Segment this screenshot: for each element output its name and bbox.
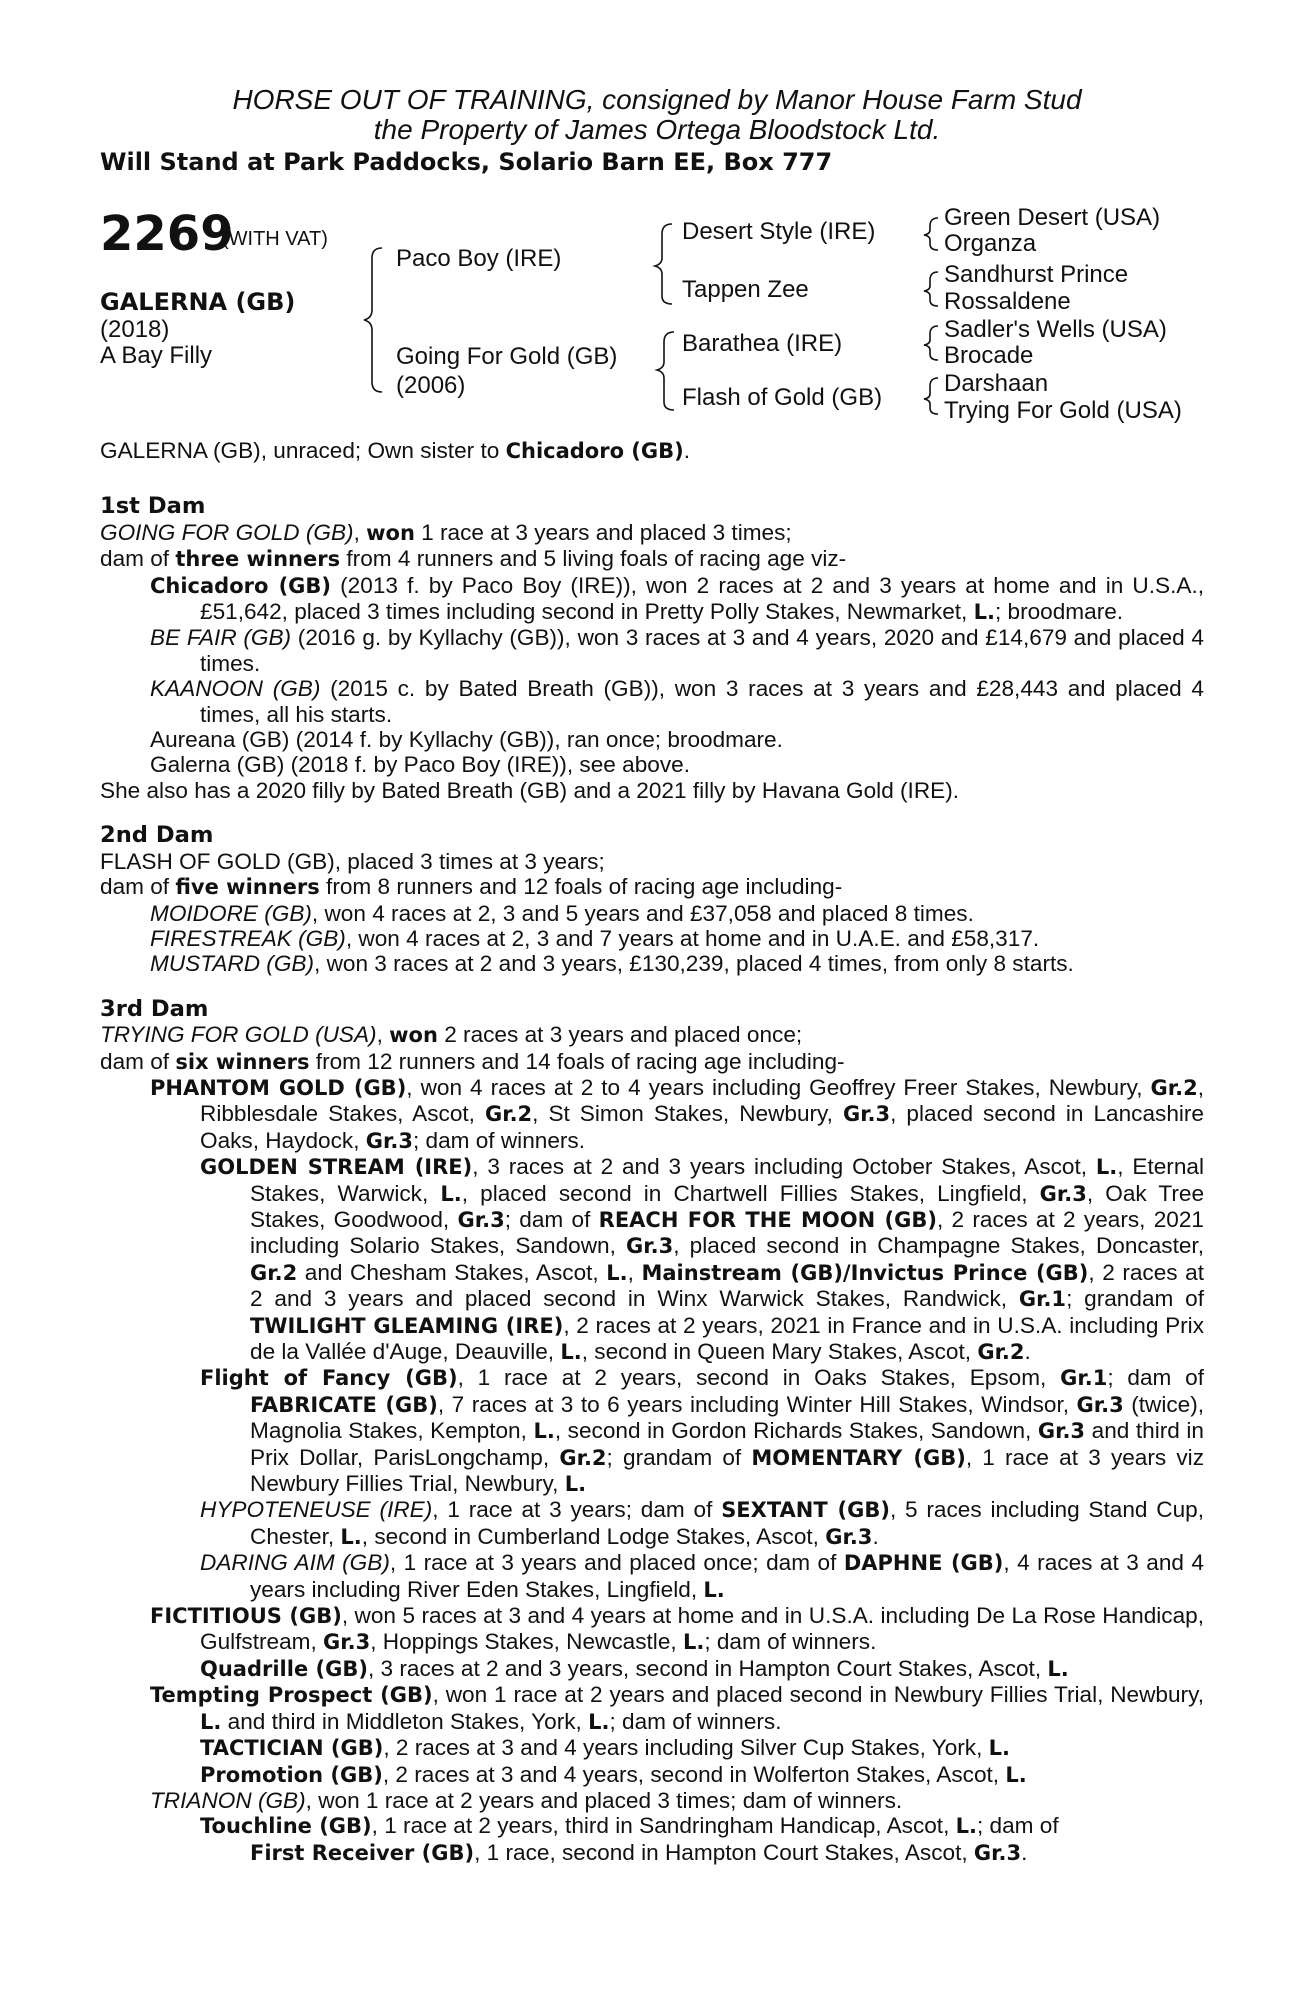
consignor-line: HORSE OUT OF TRAINING, consigned by Manor House Farm Stud [232, 84, 1082, 115]
grandproduce-entry: DARING AIM (GB), 1 race at 3 years and placed once; dam of DAPHNE (GB), 4 races at 3 and 4 years including River Eden Stakes, Lingfield, L. [200, 1550, 1204, 1602]
produce-entry: MOIDORE (GB), won 4 races at 2, 3 and 5 years and £37,058 and placed 8 times. [150, 900, 974, 926]
intro-line: GALERNA (GB), unraced; Own sister to Chicadoro (GB). [100, 438, 691, 463]
third-dam-produce: dam of six winners from 12 runners and 14 foals of racing age including- [100, 1048, 845, 1074]
pedigree-sds: Sandhurst Prince [944, 261, 1129, 288]
pedigree-dam: Going For Gold (GB) [396, 343, 618, 370]
pedigree-body [100, 438, 1204, 1866]
pedigree-sss: Green Desert (USA) [944, 204, 1161, 231]
produce-entry: MUSTARD (GB), won 3 races at 2 and 3 years, £130,239, placed 4 times, from only 8 starts. [150, 951, 1074, 977]
first-dam-heading: 1st Dam [100, 493, 206, 520]
horse-year: (2018) [100, 316, 170, 343]
produce-entry: Galerna (GB) (2018 f. by Paco Boy (IRE)), see above. [150, 752, 690, 778]
produce-entry: Tempting Prospect (GB), won 1 race at 2 years and placed second in Newbury Fillies Trial, Newbury, L. and third in Middleton Stakes, York, L.; dam of winners. [150, 1682, 1204, 1734]
third-dam-record: TRYING FOR GOLD (USA), won 2 races at 3 years and placed once; [100, 1022, 803, 1048]
grandproduce-entry: Promotion (GB), 2 races at 3 and 4 years, second in Wolferton Stakes, Ascot, L. [200, 1761, 1027, 1787]
pedigree-ddd: Trying For Gold (USA) [944, 397, 1182, 424]
first-dam-record: GOING FOR GOLD (GB), won 1 race at 3 years and placed 3 times; [100, 519, 792, 545]
first-dam-produce: dam of three winners from 4 runners and 5 living foals of racing age viz- [100, 546, 847, 572]
produce-entry: PHANTOM GOLD (GB), won 4 races at 2 to 4 years including Geoffrey Freer Stakes, Newbury, Gr.2, Ribblesdale Stakes, Ascot, Gr.2, St Simon Stakes, Newbury, Gr.3, placed second in Lancashire Oaks, Haydock, Gr.3; dam of winners. [150, 1074, 1204, 1153]
horse-description: A Bay Filly [100, 342, 213, 369]
produce-entry: TRIANON (GB), won 1 race at 2 years and placed 3 times; dam of winners. [150, 1787, 903, 1813]
horse-name: GALERNA (GB) [100, 288, 296, 316]
second-dam-heading: 2nd Dam [100, 822, 214, 849]
pedigree-sire-dam: Tappen Zee [682, 276, 809, 303]
pedigree-sire-sire: Desert Style (IRE) [682, 218, 876, 245]
produce-entry: KAANOON (GB) (2015 c. by Bated Breath (GB)), won 3 races at 3 years and £28,443 and placed 4 times, all his starts. [150, 676, 1204, 727]
second-dam-record: FLASH OF GOLD (GB), placed 3 times at 3 years; [100, 848, 605, 874]
pedigree-dds: Darshaan [944, 370, 1049, 397]
property-line: the Property of James Ortega Bloodstock Ltd. [373, 114, 941, 145]
produce-entry: Chicadoro (GB) (2013 f. by Paco Boy (IRE)), won 2 races at 2 and 3 years at home and in U.S.A., £51,642, placed 3 times including second in Pretty Polly Stakes, Newmarket, L.; broodmare. [150, 572, 1204, 625]
young-stock-note: She also has a 2020 filly by Bated Breath (GB) and a 2021 filly by Havana Gold (IRE). [100, 777, 960, 803]
pedigree-dsd: Brocade [944, 342, 1034, 369]
grandproduce-entry: Touchline (GB), 1 race at 2 years, third in Sandringham Handicap, Ascot, L.; dam of [200, 1813, 1059, 1839]
lot-number: 2269 [100, 206, 234, 262]
stand-location: Will Stand at Park Paddocks, Solario Barn EE, Box 777 [100, 148, 833, 176]
produce-entry: FICTITIOUS (GB), won 5 races at 3 and 4 years at home and in U.S.A. including De La Rose Handicap, Gulfstream, Gr.3, Hoppings Stakes, Newcastle, L.; dam of winners. [150, 1603, 1205, 1655]
grandproduce-entry: Flight of Fancy (GB), 1 race at 2 years, second in Oaks Stakes, Epsom, Gr.1; dam of FABRICATE (GB), 7 races at 3 to 6 years including Winter Hill Stakes, Windsor, Gr.3 (twice), Magnolia Stakes, Kempton, L., second in Gordon Richards Stakes, Sandown, Gr.3 and third in Prix Dollar, ParisLongchamp, Gr.2; grandam of MOMENTARY (GB), 1 race at 3 years viz Newbury Fillies Trial, Newbury, L. [200, 1365, 1205, 1497]
third-dam-heading: 3rd Dam [100, 995, 209, 1022]
pedigree-dam-year: (2006) [396, 372, 466, 399]
grandproduce-entry: Quadrille (GB), 3 races at 2 and 3 years, second in Hampton Court Stakes, Ascot, L. [200, 1655, 1069, 1681]
pedigree-ssd: Organza [944, 230, 1037, 257]
pedigree-sdd: Rossaldene [944, 288, 1071, 315]
pedigree-dam-dam: Flash of Gold (GB) [682, 384, 883, 411]
grandproduce-entry: TACTICIAN (GB), 2 races at 3 and 4 years including Silver Cup Stakes, York, L. [200, 1735, 1011, 1761]
grandproduce-entry: GOLDEN STREAM (IRE), 3 races at 2 and 3 years including October Stakes, Ascot, L., Eternal Stakes, Warwick, L., placed second in Chartwell Fillies Stakes, Lingfield, Gr.3, Oak Tree Stakes, Goodwood, Gr.3; dam of REACH FOR THE MOON (GB), 2 races at 2 years, 2021 including Solario Stakes, Sandown, Gr.3, placed second in Champagne Stakes, Doncaster, Gr.2 and Chesham Stakes, Ascot, L., Mainstream (GB)/Invictus Prince (GB), 2 races at 2 and 3 years and placed second in Winx Warwick Stakes, Randwick, Gr.1; grandam of TWILIGHT GLEAMING (IRE), 2 races at 2 years, 2021 in France and in U.S.A. including Prix de la Vallée d'Auge, Deauville, L., second in Queen Mary Stakes, Ascot, Gr.2. [200, 1154, 1205, 1364]
pedigree-dam-sire: Barathea (IRE) [682, 330, 843, 357]
grandproduce-entry: HYPOTENEUSE (IRE), 1 race at 3 years; dam of SEXTANT (GB), 5 races including Stand Cup, Chester, L., second in Cumberland Lodge Stakes, Ascot, Gr.3. [200, 1497, 1205, 1549]
produce-entry: FIRESTREAK (GB), won 4 races at 2, 3 and 7 years at home and in U.A.E. and £58,317. [150, 925, 1040, 951]
great-grandproduce-entry: First Receiver (GB), 1 race, second in Hampton Court Stakes, Ascot, Gr.3. [250, 1839, 1028, 1865]
second-dam-produce: dam of five winners from 8 runners and 12 foals of racing age including- [100, 874, 843, 900]
vat-note: (WITH VAT) [222, 228, 328, 250]
pedigree-dss: Sadler's Wells (USA) [944, 316, 1167, 343]
produce-entry: Aureana (GB) (2014 f. by Kyllachy (GB)), ran once; broodmare. [150, 727, 783, 753]
pedigree-sire: Paco Boy (IRE) [396, 245, 562, 272]
produce-entry: BE FAIR (GB) (2016 g. by Kyllachy (GB)), won 3 races at 3 and 4 years, 2020 and £14,679 and placed 4 times. [150, 625, 1204, 676]
